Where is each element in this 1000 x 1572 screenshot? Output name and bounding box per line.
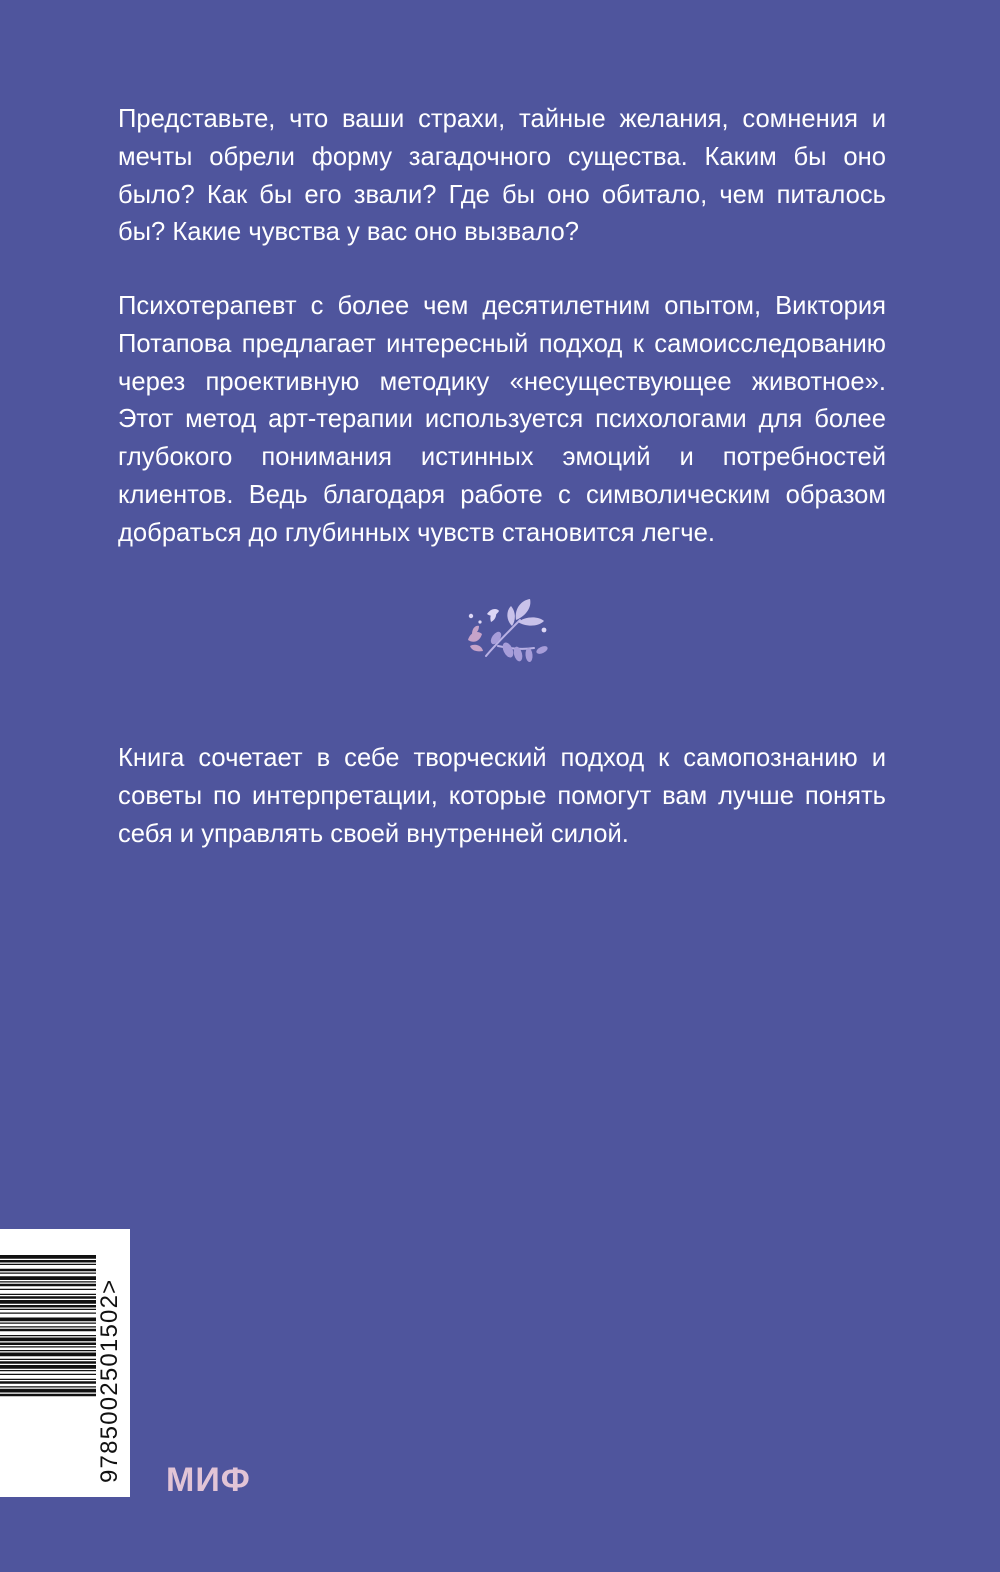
barcode-bar xyxy=(0,1338,96,1342)
barcode-bar xyxy=(0,1361,96,1364)
barcode-bar xyxy=(0,1309,96,1310)
barcode-bar xyxy=(0,1264,96,1265)
isbn-barcode xyxy=(0,1229,130,1497)
barcode-bar xyxy=(0,1255,96,1259)
barcode-bar xyxy=(0,1323,96,1324)
paragraph-intro: Представьте, что ваши страхи, тайные желания, сомнения и мечты обрели форму загадочного существа. Каким бы оно было? Как бы его звали? Где бы оно обитало, чем питалось бы? Какие чувства у вас оно вызвало? xyxy=(118,105,886,247)
barcode-bar xyxy=(0,1284,96,1287)
barcode-bar xyxy=(0,1289,96,1290)
barcode-bar xyxy=(0,1260,96,1263)
paragraph-author: Психотерапевт с более чем десятилетним опытом, Виктория Потапова предлагает интересный подход к самоисследованию через проективную методику «несуществующее животное». Этот метод арт-терапии используется психологами для более глубокого понимания истинных эмоций и потребностей клиентов. Ведь благодаря работе с символическим образом добраться до глубинных чувств становится легче. xyxy=(118,292,886,547)
barcode-bar xyxy=(0,1329,96,1332)
publisher-logo: МИФ xyxy=(166,1461,251,1499)
barcode-bar xyxy=(0,1365,96,1369)
barcode-bar xyxy=(0,1296,96,1299)
barcode-bar xyxy=(0,1381,96,1384)
barcode-bar xyxy=(0,1394,96,1397)
barcode-bar xyxy=(0,1313,96,1314)
barcode-bar xyxy=(0,1359,96,1360)
isbn-digits-text: 9785002501502 xyxy=(96,1293,123,1483)
isbn-number xyxy=(95,1229,125,1497)
barcode-bar xyxy=(0,1326,96,1327)
barcode-bar xyxy=(0,1353,96,1357)
barcode-bar xyxy=(0,1379,96,1380)
barcode-bar xyxy=(0,1370,96,1371)
barcode-bar xyxy=(0,1300,96,1304)
barcode-bar xyxy=(0,1374,96,1375)
barcode-bar xyxy=(0,1276,96,1280)
barcode-bar xyxy=(0,1273,96,1274)
barcode-bar xyxy=(0,1294,96,1295)
barcode-bar xyxy=(0,1346,96,1347)
barcode-bar xyxy=(0,1269,96,1272)
isbn-end-mark: > xyxy=(96,1278,123,1294)
barcode-bar xyxy=(0,1335,96,1336)
barcode-bar xyxy=(0,1281,96,1282)
barcode-bar xyxy=(0,1350,96,1351)
floral-sprig-icon xyxy=(458,594,558,670)
paragraph-summary: Книга сочетает в себе творческий подход к самопознанию и советы по интерпретации, которые помогут вам лучше понять себя и управлять своей внутренней силой. xyxy=(118,744,886,848)
barcode-bar xyxy=(0,1386,96,1387)
barcode-bar xyxy=(0,1305,96,1308)
barcode-bar xyxy=(0,1318,96,1322)
barcode-bar xyxy=(0,1343,96,1346)
barcode-bar xyxy=(0,1389,96,1393)
